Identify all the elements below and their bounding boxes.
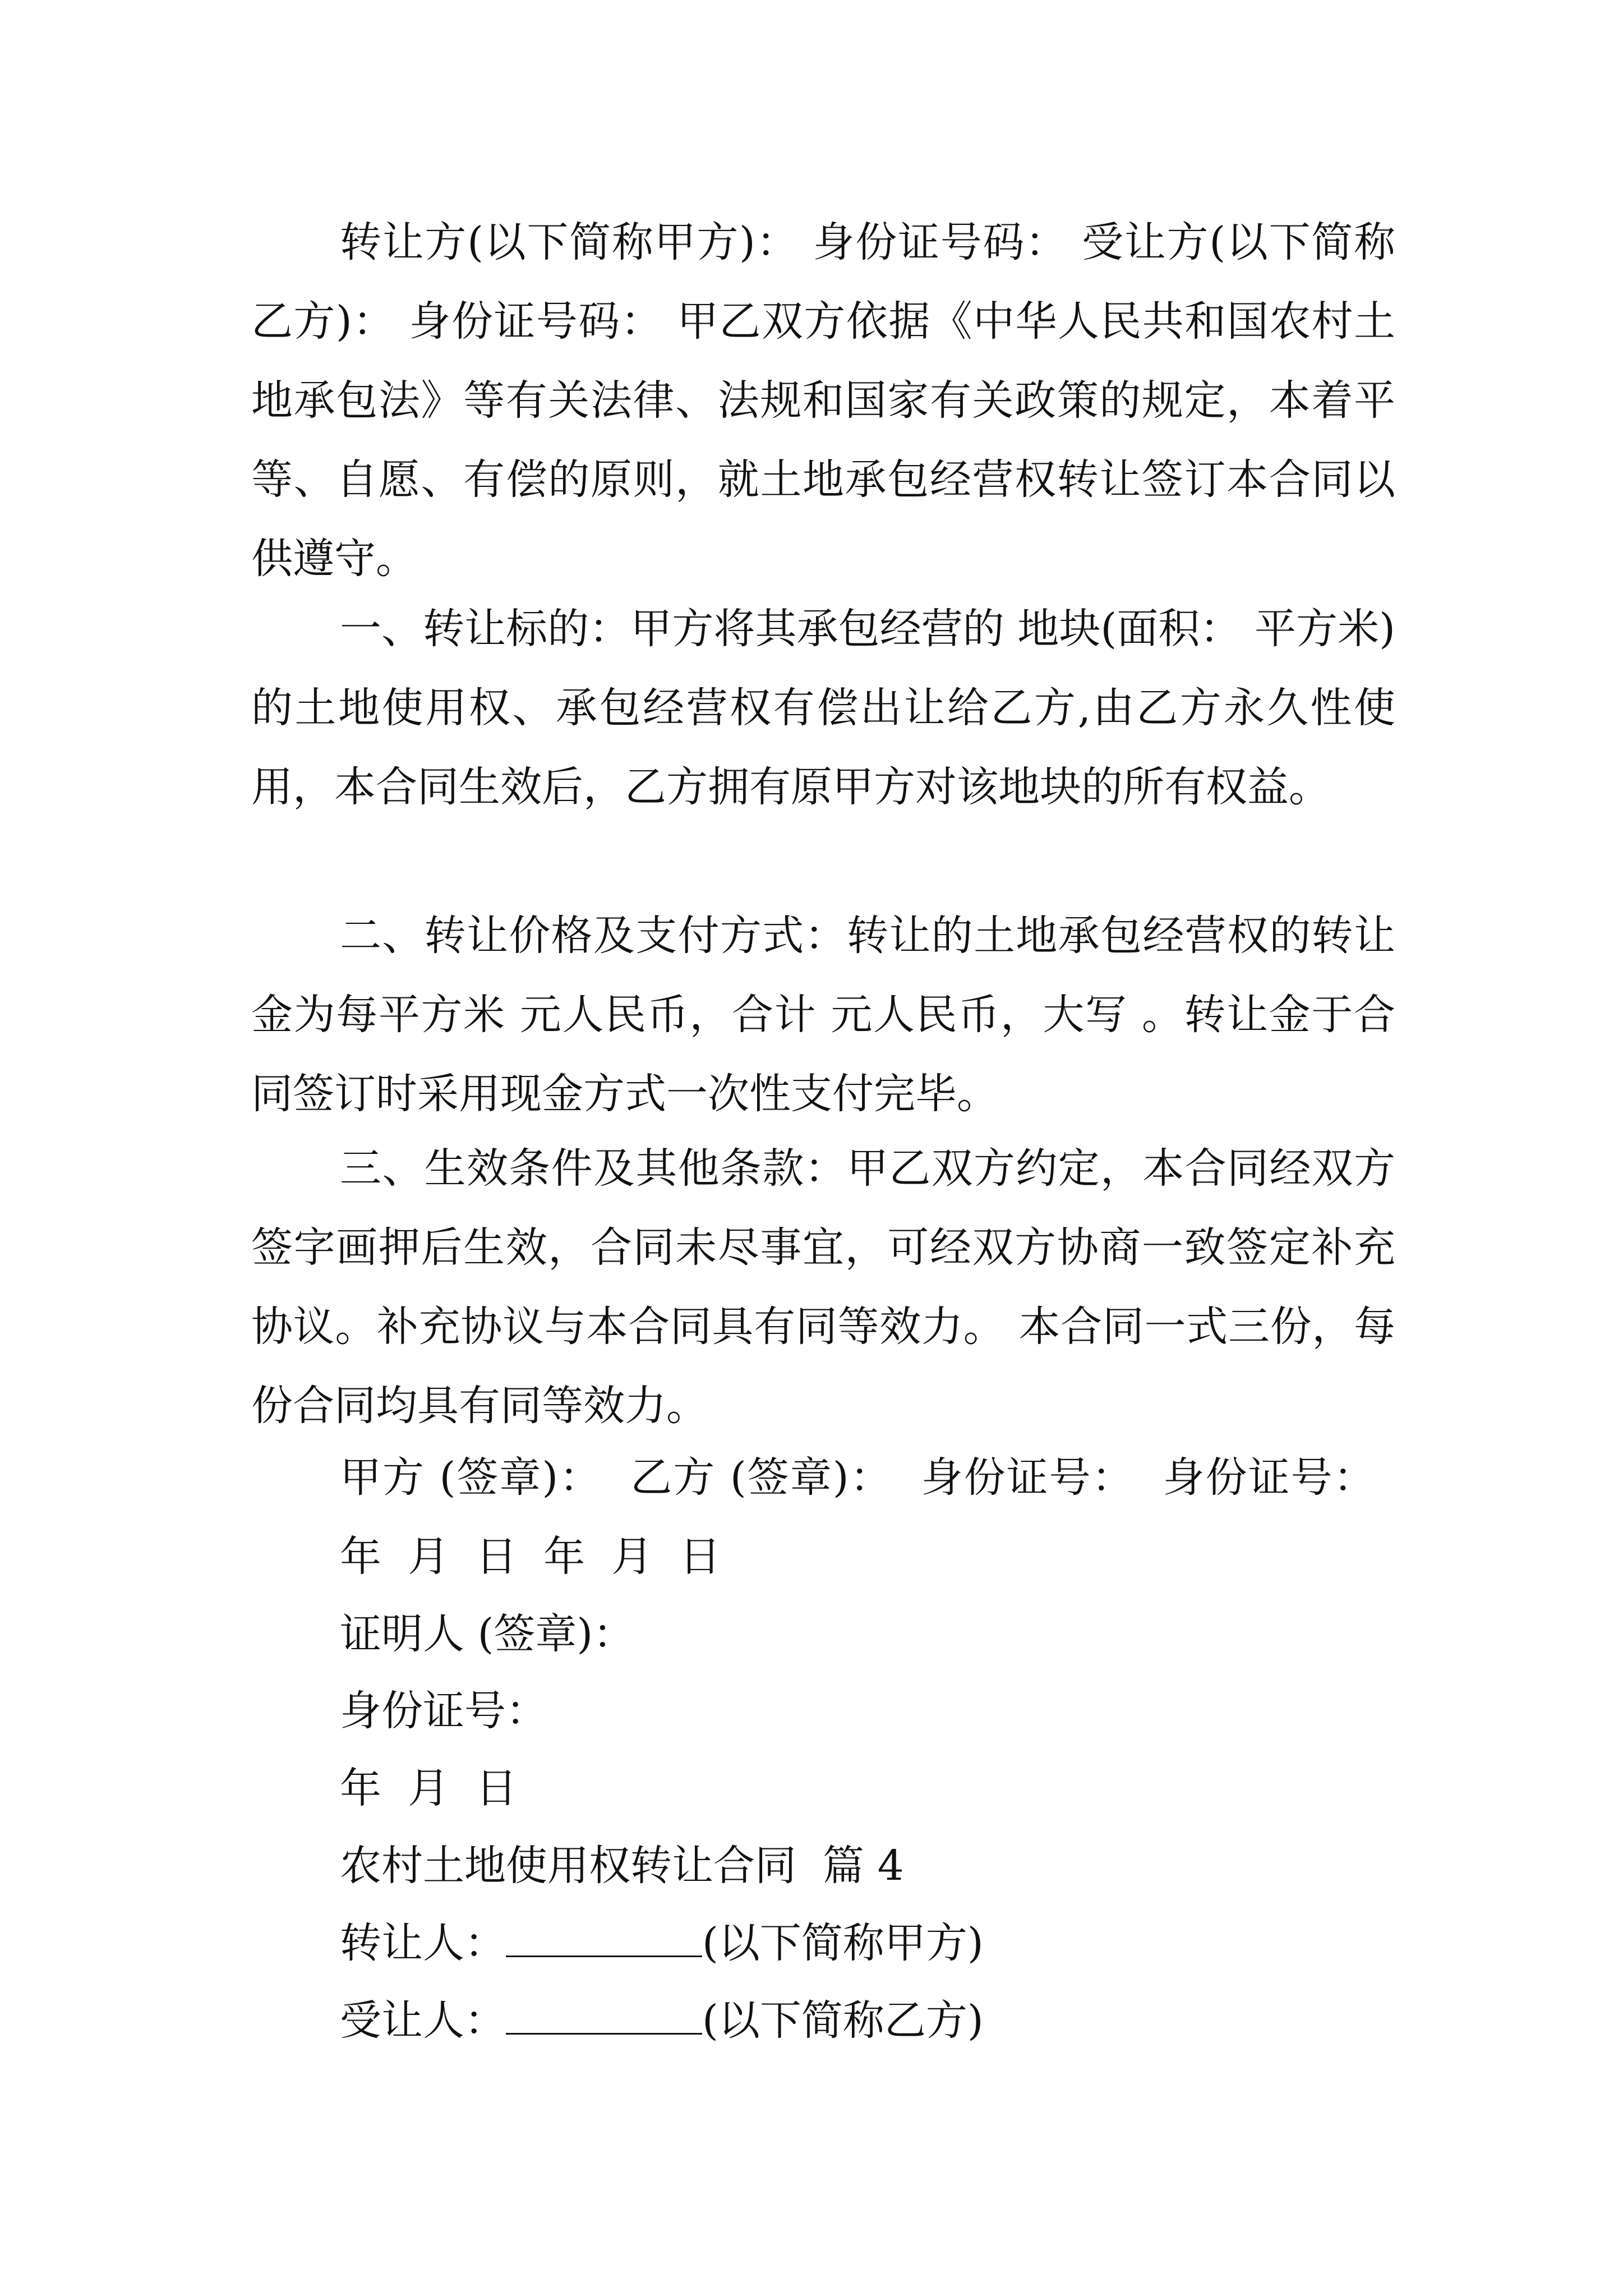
transferee-suffix: (以下简称乙方) [702, 1996, 984, 2045]
transferor-blank [506, 1921, 702, 1957]
paragraph-price-payment: 二、转让价格及支付方式：转让的土地承包经营权的转让金为每平方米 元人民币，合计 元人民币，大写 。转让金于合同签订时采用现金方式一次性支付完毕。 [251, 912, 1395, 1118]
transferor-label: 转让人： [340, 1919, 506, 1967]
signature-line: 甲方 (签章)： 乙方 (签章)： 身份证号： 身份证号： [340, 1453, 1376, 1502]
transferor-line [340, 1904, 984, 1983]
transferee-label: 受让人： [340, 1996, 506, 2045]
paragraph-effective-conditions: 三、生效条件及其他条款：甲乙双方约定，本合同经双方签字画押后生效，合同未尽事宜，可经双方协商一致签定补充协议。补充协议与本合同具有同等效力。 本合同一式三份，每份合同均具有同等效力。 [251, 1144, 1395, 1430]
section-title: 农村土地使用权转让合同 篇 4 [340, 1842, 904, 1890]
witness-id-line: 身份证号： [340, 1687, 547, 1735]
transferee-blank [506, 1998, 702, 2035]
date-line-signatures: 年 月 日 年 月 日 [340, 1533, 721, 1581]
transferor-suffix: (以下简称甲方) [702, 1919, 984, 1967]
paragraph-parties: 转让方(以下简称甲方)： 身份证号码： 受让方(以下简称乙方)： 身份证号码： 甲乙双方依据《中华人民共和国农村土地承包法》等有关法律、法规和国家有关政策的规定，本着平等、自愿、有偿的原则，就土地承包经营权转让签订本合同以供遵守。 [251, 218, 1395, 583]
paragraph-transfer-subject: 一、转让标的：甲方将其承包经营的 地块(面积： 平方米)的土地使用权、承包经营权有偿出让给乙方,由乙方永久性使用，本合同生效后，乙方拥有原甲方对该地块的所有权益。 [251, 605, 1395, 811]
witness-line: 证明人 (签章)： [340, 1610, 635, 1658]
date-line-witness: 年 月 日 [340, 1764, 518, 1812]
transferee-line [340, 1981, 984, 2060]
